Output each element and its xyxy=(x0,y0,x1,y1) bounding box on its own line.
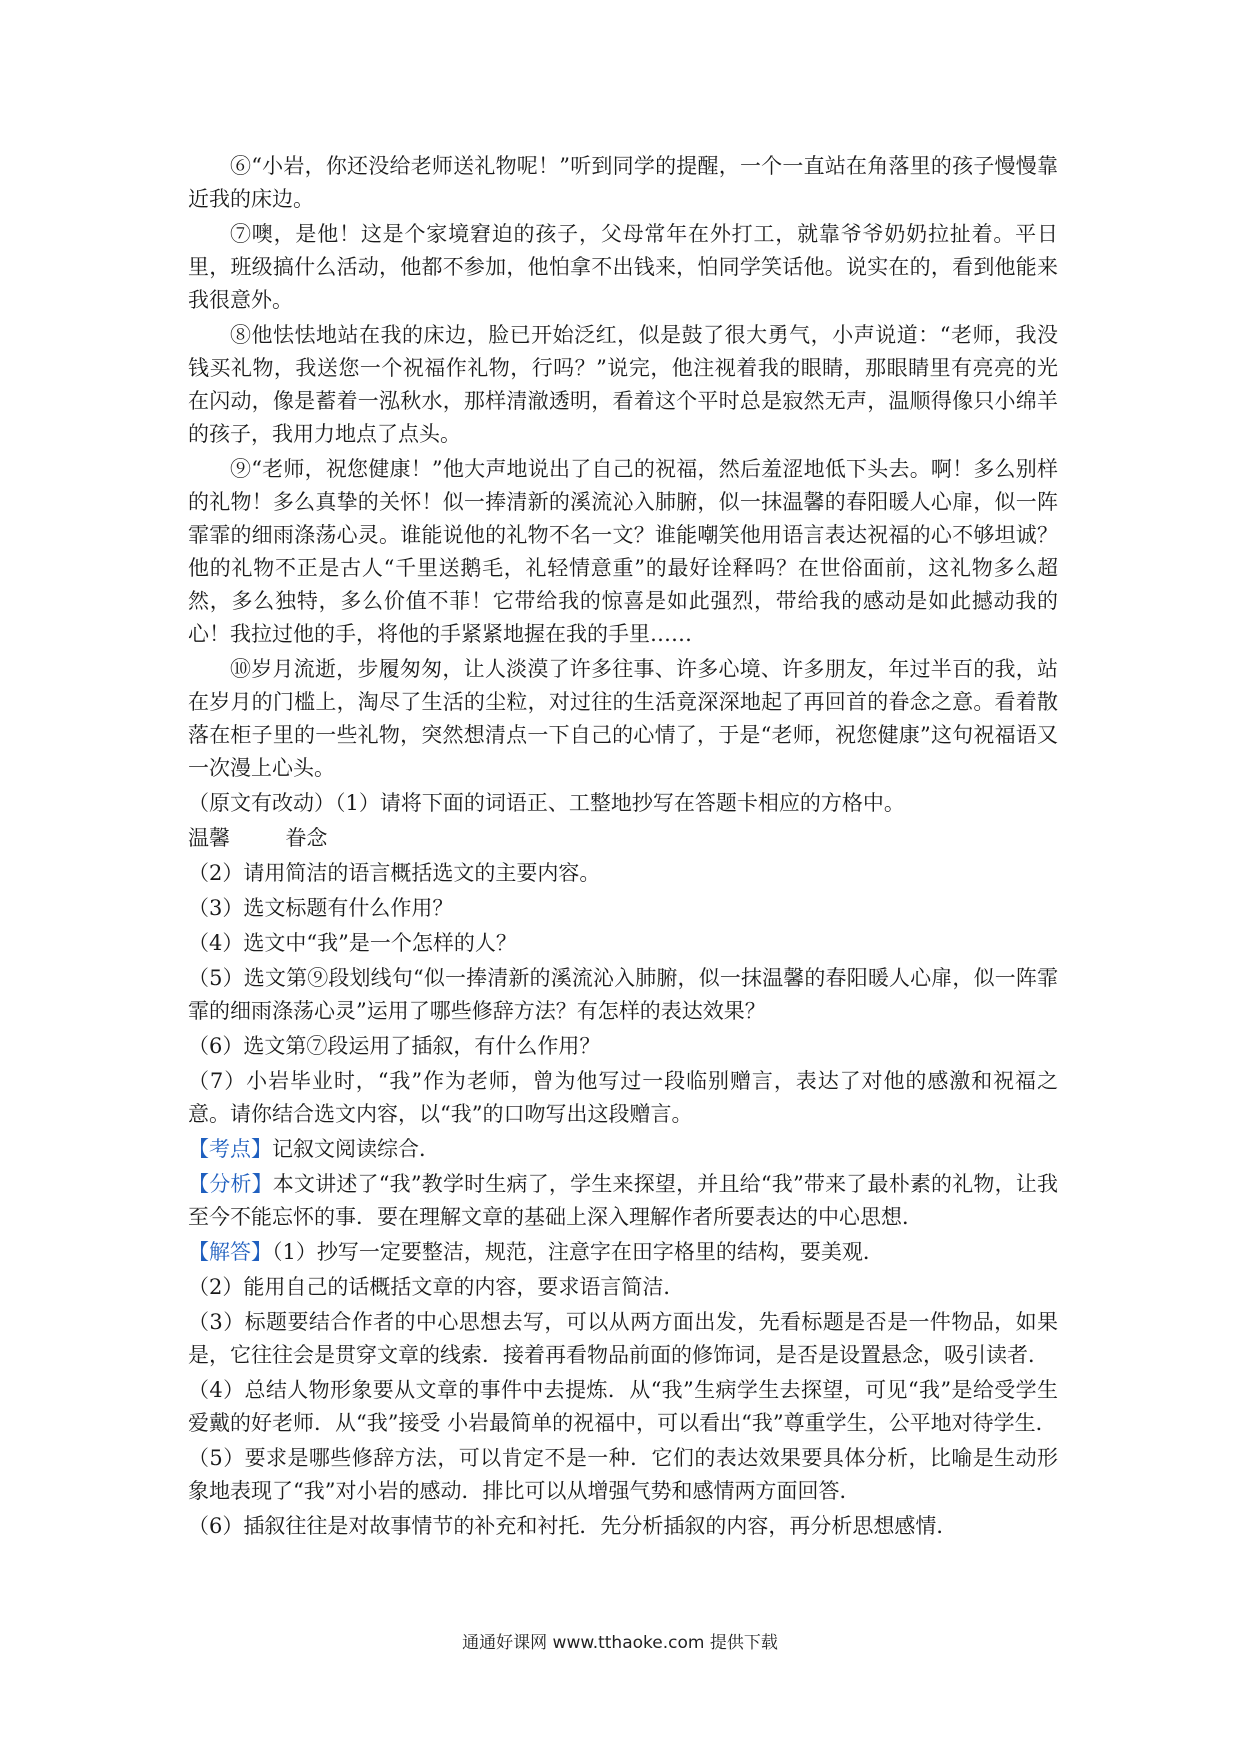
question-7: （7）小岩毕业时，“我”作为老师，曾为他写过一段临别赠言，表达了对他的感激和祝福之意。请你结合选文内容，以“我”的口吻写出这段赠言。 xyxy=(188,1069,1058,1126)
question-5: （5）选文第⑨段划线句“似一捧清新的溪流沁入肺腑，似一抹温馨的春阳暖人心扉，似一阵霏霏的细雨涤荡心灵”运用了哪些修辞方法？有怎样的表达效果？ xyxy=(188,966,1058,1023)
fenxi-text: 本文讲述了“我”教学时生病了，学生来探望，并且给“我”带来了最朴素的礼物，让我至今不能忘怀的事．要在理解文章的基础上深入理解作者所要表达的中心思想． xyxy=(188,1172,1059,1229)
paragraph-10: ⑩岁月流逝，步履匆匆，让人淡漠了许多往事、许多心境、许多朋友，年过半百的我，站在岁月的门槛上，淘尽了生活的尘粒，对过往的生活竟深深地起了再回首的眷念之意。看着散落在柜子里的一些礼物，突然想清点一下自己的心情了，于是“老师，祝您健康”这句祝福语又一次漫上心头。 xyxy=(188,657,1058,780)
answer-2: （2）能用自己的话概括文章的内容，要求语言简洁． xyxy=(188,1275,685,1299)
answer-5: （5）要求是哪些修辞方法，可以肯定不是一种．它们的表达效果要具体分析，比喻是生动形象地表现了“我”对小岩的感动．排比可以从增强气势和感情两方面回答． xyxy=(188,1446,1058,1503)
question-1: （原文有改动）（1）请将下面的词语正、工整地抄写在答题卡相应的方格中。 xyxy=(188,791,905,815)
paragraph-6: ⑥“小岩，你还没给老师送礼物呢！”听到同学的提醒，一个一直站在角落里的孩子慢慢靠近我的床边。 xyxy=(188,154,1058,211)
answer-3: （3）标题要结合作者的中心思想去写，可以从两方面出发，先看标题是否是一件物品，如果是，它往往会是贯穿文章的线索．接着再看物品前面的修饰词，是否是设置悬念，吸引读者． xyxy=(188,1310,1058,1367)
copy-words xyxy=(188,822,1058,855)
word-2: 眷念 xyxy=(285,826,328,850)
question-4: （4）选文中“我”是一个怎样的人？ xyxy=(188,931,517,955)
word-1: 温馨 xyxy=(188,826,230,850)
fenxi-tag: 【分析】 xyxy=(188,1172,273,1196)
kaodian-tag: 【考点】 xyxy=(188,1137,272,1161)
jieda xyxy=(188,1236,1058,1269)
jieda-tag: 【解答】 xyxy=(188,1240,272,1264)
paragraph-7: ⑦噢，是他！这是个家境窘迫的孩子，父母常年在外打工，就靠爷爷奶奶拉扯着。平日里，班级搞什么活动，他都不参加，他怕拿不出钱来，怕同学笑话他。说实在的，看到他能来我很意外。 xyxy=(188,222,1058,312)
question-6: （6）选文第⑦段运用了插叙，有什么作用？ xyxy=(188,1034,601,1058)
fenxi xyxy=(188,1168,1058,1234)
page-footer: 通通好课网 www.tthaoke.com 提供下载 xyxy=(462,1633,778,1653)
paragraph-8: ⑧他怯怯地站在我的床边，脸已开始泛红，似是鼓了很大勇气，小声说道：“老师，我没钱买礼物，我送您一个祝福作礼物，行吗？”说完，他注视着我的眼睛，那眼睛里有亮亮的光在闪动，像是蓄着一泓秋水，那样清澈透明，看着这个平时总是寂然无声，温顺得像只小绵羊的孩子，我用力地点了点头。 xyxy=(188,323,1058,446)
question-3: （3）选文标题有什么作用？ xyxy=(188,896,454,920)
question-2: （2）请用简洁的语言概括选文的主要内容。 xyxy=(188,861,601,885)
kaodian-text: 记叙文阅读综合． xyxy=(272,1137,440,1161)
answer-6: （6）插叙往往是对故事情节的补充和衬托．先分析插叙的内容，再分析思想感情． xyxy=(188,1514,958,1538)
answer-4: （4）总结人物形象要从文章的事件中去提炼．从“我”生病学生去探望，可见“我”是给受学生爱戴的好老师．从“我”接受 小岩最简单的祝福中，可以看出“我”尊重学生，公平地对待学生． xyxy=(188,1378,1058,1435)
document-body xyxy=(188,150,1058,1545)
kaodian xyxy=(188,1133,1058,1166)
answer-1: （1）抄写一定要整洁，规范，注意字在田字格里的结构，要美观． xyxy=(272,1240,884,1264)
paragraph-9: ⑨“老师，祝您健康！”他大声地说出了自己的祝福，然后羞涩地低下头去。啊！多么别样的礼物！多么真挚的关怀！似一捧清新的溪流沁入肺腑，似一抹温馨的春阳暖人心扉，似一阵霏霏的细雨涤荡心灵。谁能说他的礼物不名一文？谁能嘲笑他用语言表达祝福的心不够坦诚？他的礼物不正是古人“千里送鹅毛，礼轻情意重”的最好诠释吗？在世俗面前，这礼物多么超然，多么独特，多么价值不菲！它带给我的惊喜是如此强烈，带给我的感动是如此撼动我的心！我拉过他的手，将他的手紧紧地握在我的手里…… xyxy=(188,457,1058,646)
